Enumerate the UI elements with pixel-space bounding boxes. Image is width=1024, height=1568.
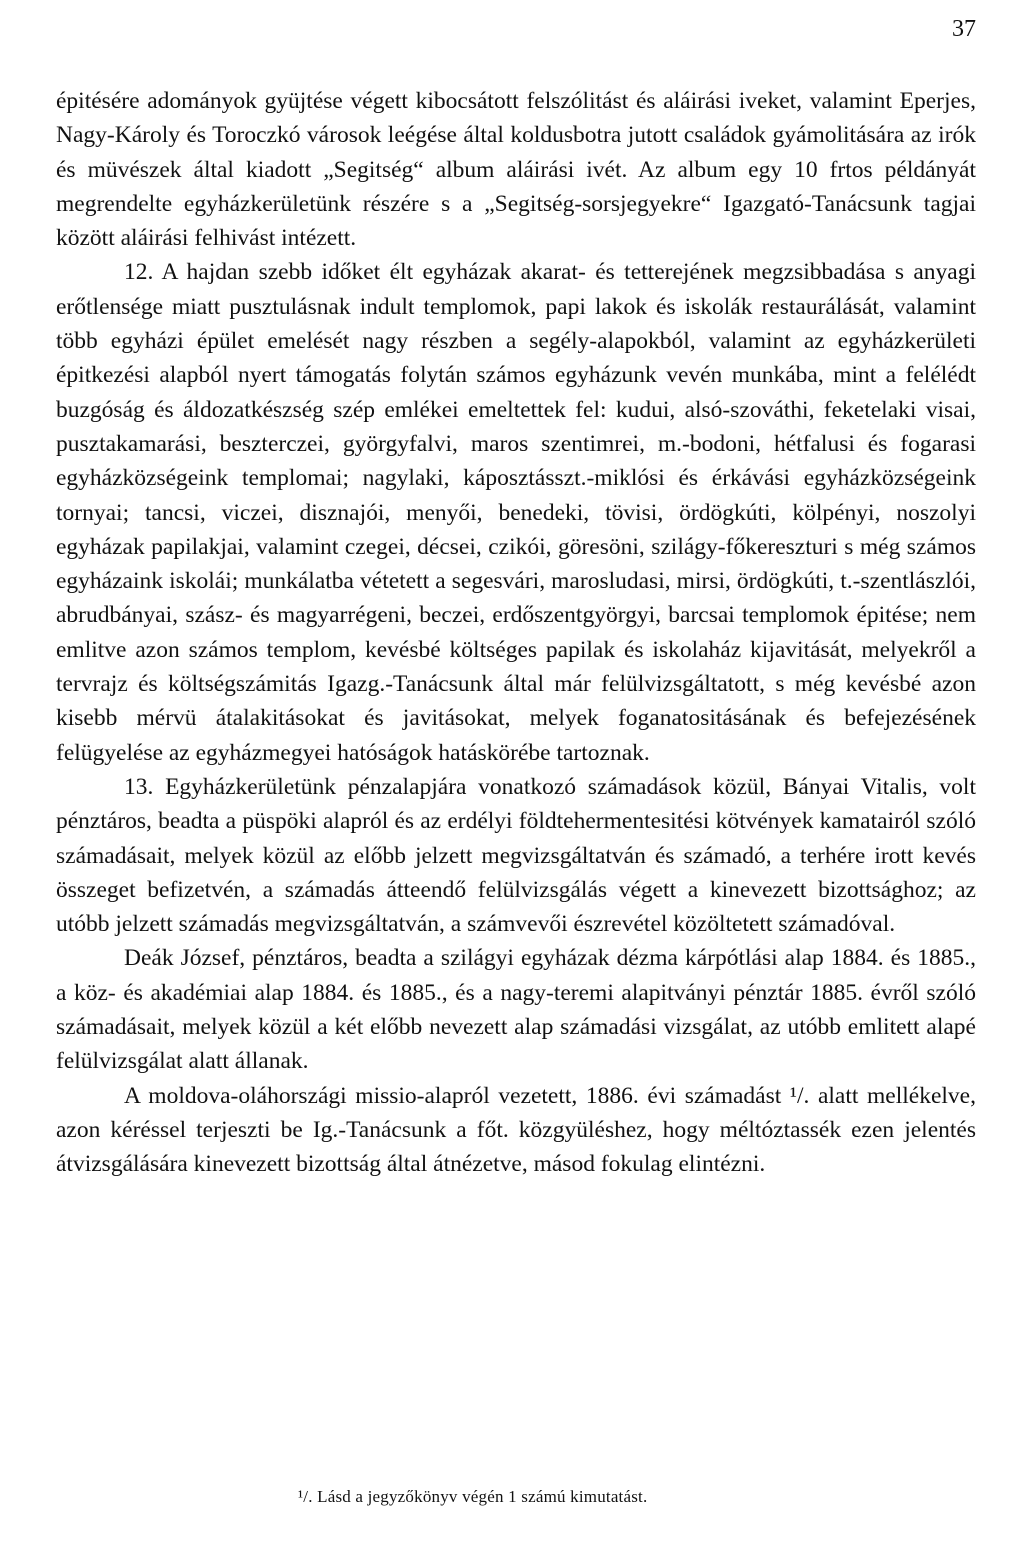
paragraph-section-12: 12. A hajdan szebb időket élt egyházak akarat- és tetterejének megzsibbadása s anyagi erőtlensége miatt pusztulásnak indult templomok, papi lakok és iskolák restaurálását, valamint több egyházi épület emelését nagy részben a segély-alapokból, valamint az egyházkerületi épitkezési alapból nyert támogatás folytán számos egyházunk vevén munkába, mint a felélédt buzgóság és áldozatkészség szép emlékei emeltettek fel: kudui, alsó-szováthi, feketelaki visai, pusztakamarási, beszterczei, györgyfalvi, maros szentimrei, m.-bodoni, hétfalusi és fogarasi egyházközségeink templomai; nagylaki, káposztásszt.-miklósi és érkávási egyházközségeink tornyai; tancsi, viczei, disznajói, menyői, benedeki, tövisi, ördögkúti, kölpényi, noszolyi egyházak papilakjai, valamint czegei, décsei, czikói, göresöni, szilágy-főkereszturi s még számos egyházaink iskolái; munkálatba vétetett a segesvári, marosludasi, mirsi, ördögkúti, t.-szentlászlói, abrudbányai, szász- és magyarrégeni, beczei, erdőszentgyörgyi, barcsai templomok épitése; nem emlitve azon számos templom, kevésbé költséges papilak és iskolaház kijavitását, melyekről a tervrajz és költségszámitás Igazg.-Tanácsunk által már felülvizsgáltatott, s még kevésbé azon kisebb mérvü átalakitásokat és javitásokat, melyek foganatositásának és befejezésének felügyelése az egyházmegyei hatóságok hatáskörébe tartoznak.: [56, 259, 976, 766]
page-number: 37: [952, 16, 976, 42]
paragraph-deak-jozsef: Deák József, pénztáros, beadta a szilágyi egyházak dézma kárpótlási alap 1884. és 1885., a köz- és akadémiai alap 1884. és 1885., és a nagy-teremi alapitványi pénztár 1885. évről szóló számadásait, melyek közül a két előbb nevezett alap számadási vizsgálat, az utóbb emlitett alapé felülvizsgálat alatt állanak.: [56, 945, 976, 1075]
paragraph-continuation: épitésére adományok gyüjtése végett kibocsátott felszólitást és aláirási iveket, valamint Eperjes, Nagy-Károly és Toroczkó városok leégése által koldusbotra jutott családok gyámolitására az irók és müvészek által kiadott „Segitség“ album aláirási ivét. Az album egy 10 frtos példányát megrendelte egyházkerületünk részére s a „Segitség-sorsjegyekre“ Igazgató-Tanácsunk tagjai között aláirási felhivást intézett.: [56, 88, 976, 252]
paragraph-section-13: 13. Egyházkerületünk pénzalapjára vonatkozó számadások közül, Bányai Vitalis, volt pénztáros, beadta a püspöki alapról és az erdélyi földtehermentesitési kötvények kamatairól szóló számadásait, melyek közül az előbb jelzett megvizsgáltatván és számadó, a terhére irott kevés összeget befizetvén, a számadás átteendő felülvizsgálás végett a kinevezett bizottsághoz; az utóbb jelzett számadás megvizsgáltatván, a számvevői észrevétel közöltetett számadóval.: [56, 773, 976, 938]
footnote: ¹/. Lásd a jegyzőkönyv végén 1 számú kimutatást.: [298, 1487, 648, 1506]
body-text: [56, 84, 976, 1182]
paragraph-missio-alap: A moldova-oláhországi missio-alapról vezetett, 1886. évi számadást ¹/. alatt mellékelve, azon kéréssel terjeszti be Ig.-Tanácsunk a főt. közgyüléshez, hogy méltóztassék ezen jelentés átvizsgálására kinevezett bizottság által átnézetve, másod fokulag elintézni.: [56, 1082, 976, 1178]
